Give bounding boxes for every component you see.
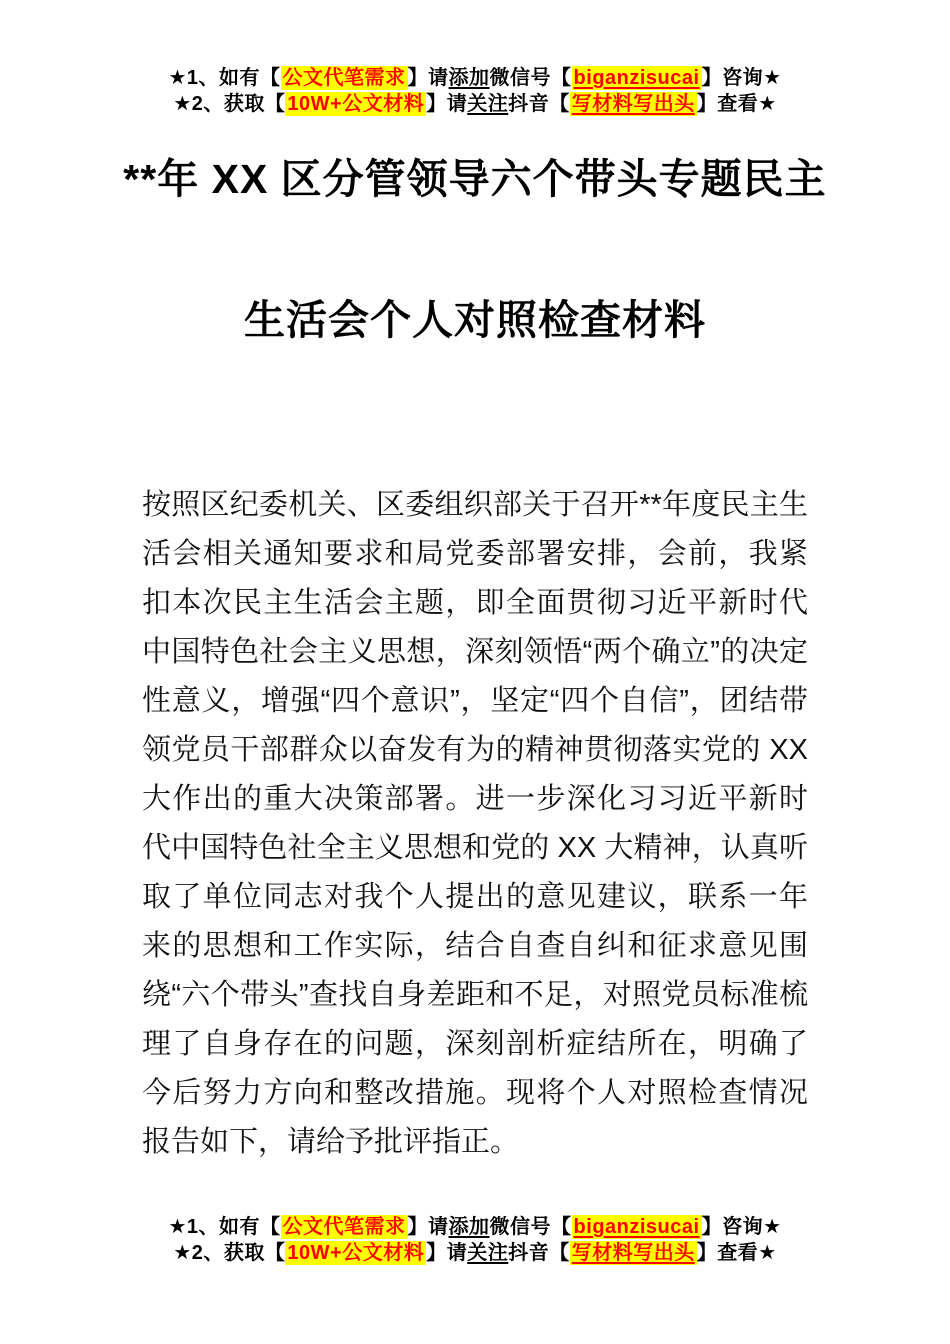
promo-text: 微信号【	[489, 67, 572, 89]
promo-text: 】咨询★	[701, 67, 782, 89]
promo-text: 】请	[407, 67, 449, 89]
promo-douyin-id: 写材料写出头	[571, 93, 695, 115]
promo-text: 抖音【	[508, 1242, 570, 1264]
promo-text: 】请	[426, 93, 468, 115]
promo-highlight-materials: 10W+公文材料	[287, 93, 425, 115]
promo-banner-top	[0, 65, 950, 117]
promo-highlight-materials: 10W+公文材料	[287, 1242, 425, 1264]
promo-wechat-id: biganzisucai	[573, 1216, 700, 1238]
promo-underline-add: 添加	[448, 67, 490, 89]
promo-wechat-id: biganzisucai	[573, 67, 700, 89]
promo-highlight-service: 公文代笔需求	[282, 1216, 406, 1238]
promo-underline-follow: 关注	[467, 1242, 509, 1264]
promo-banner-bottom	[0, 1214, 950, 1266]
promo-text: 】查看★	[696, 93, 777, 115]
promo-douyin-id: 写材料写出头	[571, 1242, 695, 1264]
promo-text: 】请	[407, 1216, 449, 1238]
promo-text: ★1、如有【	[168, 1216, 281, 1238]
promo-text: 微信号【	[489, 1216, 572, 1238]
promo-underline-follow: 关注	[467, 93, 509, 115]
document-title-line-2: 生活会个人对照检查材料	[244, 297, 706, 343]
promo-text: 】咨询★	[701, 1216, 782, 1238]
promo-text: 抖音【	[508, 93, 570, 115]
promo-text: 】查看★	[696, 1242, 777, 1264]
promo-line-2	[0, 91, 950, 117]
promo-text: ★2、获取【	[173, 1242, 286, 1264]
body-paragraph: 按照区纪委机关、区委组织部关于召开**年度民主生活会相关通知要求和局党委部署安排，会前，我紧扣本次民主生活会主题，即全面贯彻习近平新时代中国特色社会主义思想，深刻领悟“两个确立”的决定性意义，增强“四个意识”，坚定“四个自信”，团结带领党员干部群众以奋发有为的精神贯彻落实党的 XX 大作出的重大决策部署。进一步深化习习近平新时代中国特色社全主义思想和党的 XX 大精神，认真听取了单位同志对我个人提出的意见建议，联系一年来的思想和工作实际，结合自查自纠和征求意见围绕“六个带头”查找自身差距和不足，对照党员标准梳理了自身存在的问题，深刻剖析症结所在，明确了今后努力方向和整改措施。现将个人对照检查情况报告如下，请给予批评指正。	[142, 489, 808, 1158]
promo-underline-add: 添加	[448, 1216, 490, 1238]
promo-text: 】请	[426, 1242, 468, 1264]
promo-text: ★2、获取【	[173, 93, 286, 115]
promo-text: ★1、如有【	[168, 67, 281, 89]
promo-line-2	[0, 1240, 950, 1266]
document-title-line-1: **年 XX 区分管领导六个带头专题民主	[123, 156, 827, 202]
promo-highlight-service: 公文代笔需求	[282, 67, 406, 89]
promo-line-1	[0, 65, 950, 91]
promo-line-1	[0, 1214, 950, 1240]
